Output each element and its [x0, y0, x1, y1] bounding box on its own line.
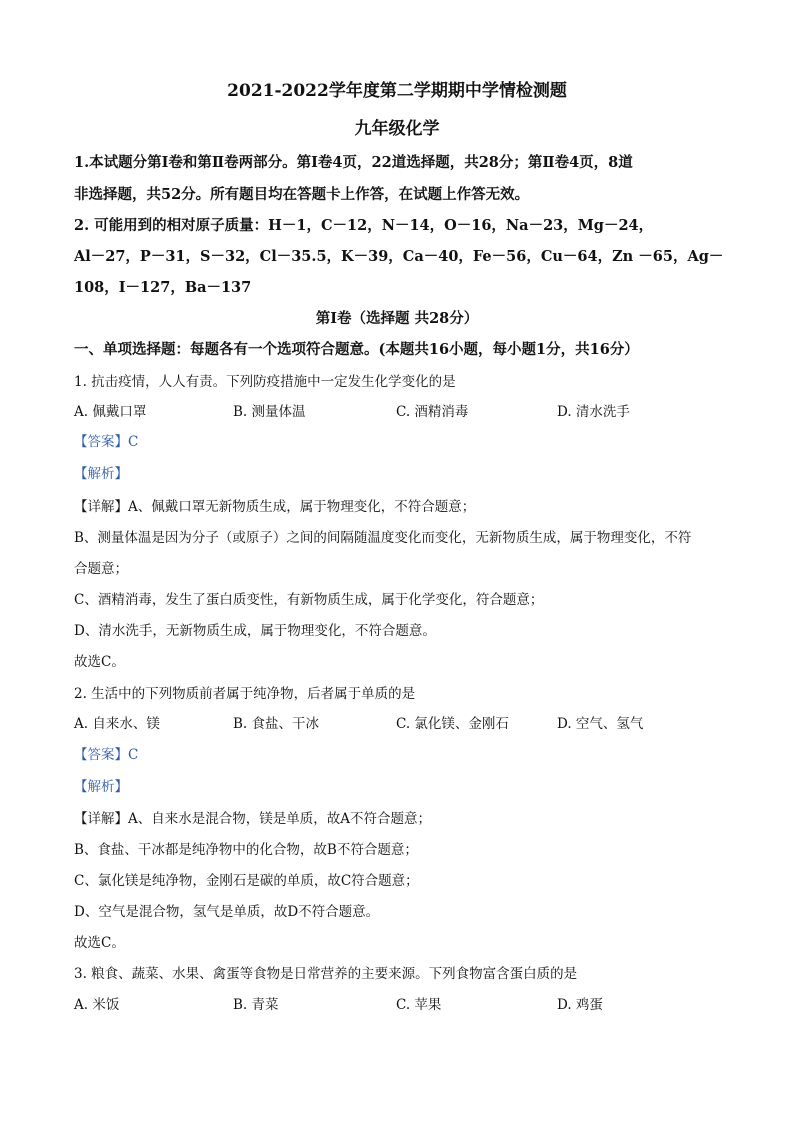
question-2-detail-1: 【详解】A、自来水是混合物，镁是单质，故A不符合题意； — [74, 811, 431, 827]
question-1-detail-3: 合题意； — [74, 561, 128, 577]
question-2-option-d: D. 空气、氢气 — [557, 716, 644, 732]
question-2-analysis-label: 【解析】 — [74, 779, 128, 795]
question-3-stem: 3. 粮食、蔬菜、水果、禽蛋等食物是日常营养的主要来源。下列食物富含蛋白质的是 — [74, 966, 578, 982]
exam-title: 2021-2022学年度第二学期期中学情检测题 — [227, 81, 567, 101]
instruction-line-1: 1.本试题分第Ⅰ卷和第Ⅱ卷两部分。第Ⅰ卷4页，22道选择题，共28分；第Ⅱ卷4页，8道 — [74, 154, 633, 171]
question-1-answer: 【答案】C — [74, 434, 139, 450]
question-1-option-b: B. 测量体温 — [233, 404, 306, 420]
instruction-line-4: Al－27，P－31，S－32，Cl－35.5，K－39，Ca－40，Fe－56，Cu－64，Zn －65，Ag－ — [74, 248, 724, 265]
question-2-detail-2: B、食盐、干冰都是纯净物中的化合物，故B不符合题意； — [74, 842, 418, 858]
question-2-detail-4: D、空气是混合物，氢气是单质，故D不符合题意。 — [74, 904, 380, 920]
question-2-option-a: A. 自来水、镁 — [74, 716, 160, 732]
question-3-option-a: A. 米饭 — [74, 997, 120, 1013]
question-1-stem: 1. 抗击疫情，人人有责。下列防疫措施中一定发生化学变化的是 — [74, 374, 456, 390]
question-2-detail-5: 故选C。 — [74, 935, 125, 951]
question-1-detail-4: C、酒精消毒，发生了蛋白质变性，有新物质生成，属于化学变化，符合题意； — [74, 592, 544, 608]
question-3-option-c: C. 苹果 — [396, 997, 442, 1013]
question-1-detail-6: 故选C。 — [74, 654, 125, 670]
question-1-analysis-label: 【解析】 — [74, 466, 128, 482]
question-2-option-c: C. 氯化镁、金刚石 — [396, 716, 509, 732]
question-1-detail-5: D、清水洗手，无新物质生成，属于物理变化，不符合题意。 — [74, 623, 436, 639]
question-1-option-d: D. 清水洗手 — [557, 404, 630, 420]
question-1-option-a: A. 佩戴口罩 — [74, 404, 147, 420]
question-2-option-b: B. 食盐、干冰 — [233, 716, 320, 732]
question-2-detail-3: C、氯化镁是纯净物，金刚石是碳的单质，故C符合题意； — [74, 873, 419, 889]
question-2-stem: 2. 生活中的下列物质前者属于纯净物，后者属于单质的是 — [74, 686, 416, 702]
question-3-option-b: B. 青菜 — [233, 997, 279, 1013]
question-1-option-c: C. 酒精消毒 — [396, 404, 469, 420]
volume-title: 第Ⅰ卷（选择题 共28分） — [315, 310, 479, 327]
question-1-detail-2: B、测量体温是因为分子（或原子）之间的间隔随温度变化而变化，无新物质生成，属于物理变化，不符 — [74, 530, 692, 546]
exam-subtitle: 九年级化学 — [354, 119, 440, 139]
instruction-line-5: 108，I－127，Ba－137 — [74, 279, 252, 296]
question-3-option-d: D. 鸡蛋 — [557, 997, 603, 1013]
question-2-answer: 【答案】C — [74, 747, 139, 763]
question-1-detail-1: 【详解】A、佩戴口罩无新物质生成，属于物理变化，不符合题意； — [74, 499, 476, 515]
part-title: 一、单项选择题：每题各有一个选项符合题意。(本题共16小题，每小题1分，共16分） — [74, 341, 639, 358]
instruction-line-2: 非选择题，共52分。所有题目均在答题卡上作答，在试题上作答无效。 — [74, 186, 530, 203]
instruction-line-3: 2. 可能用到的相对原子质量：H－1，C－12，N－14，O－16，Na－23，Mg－24， — [74, 217, 654, 234]
